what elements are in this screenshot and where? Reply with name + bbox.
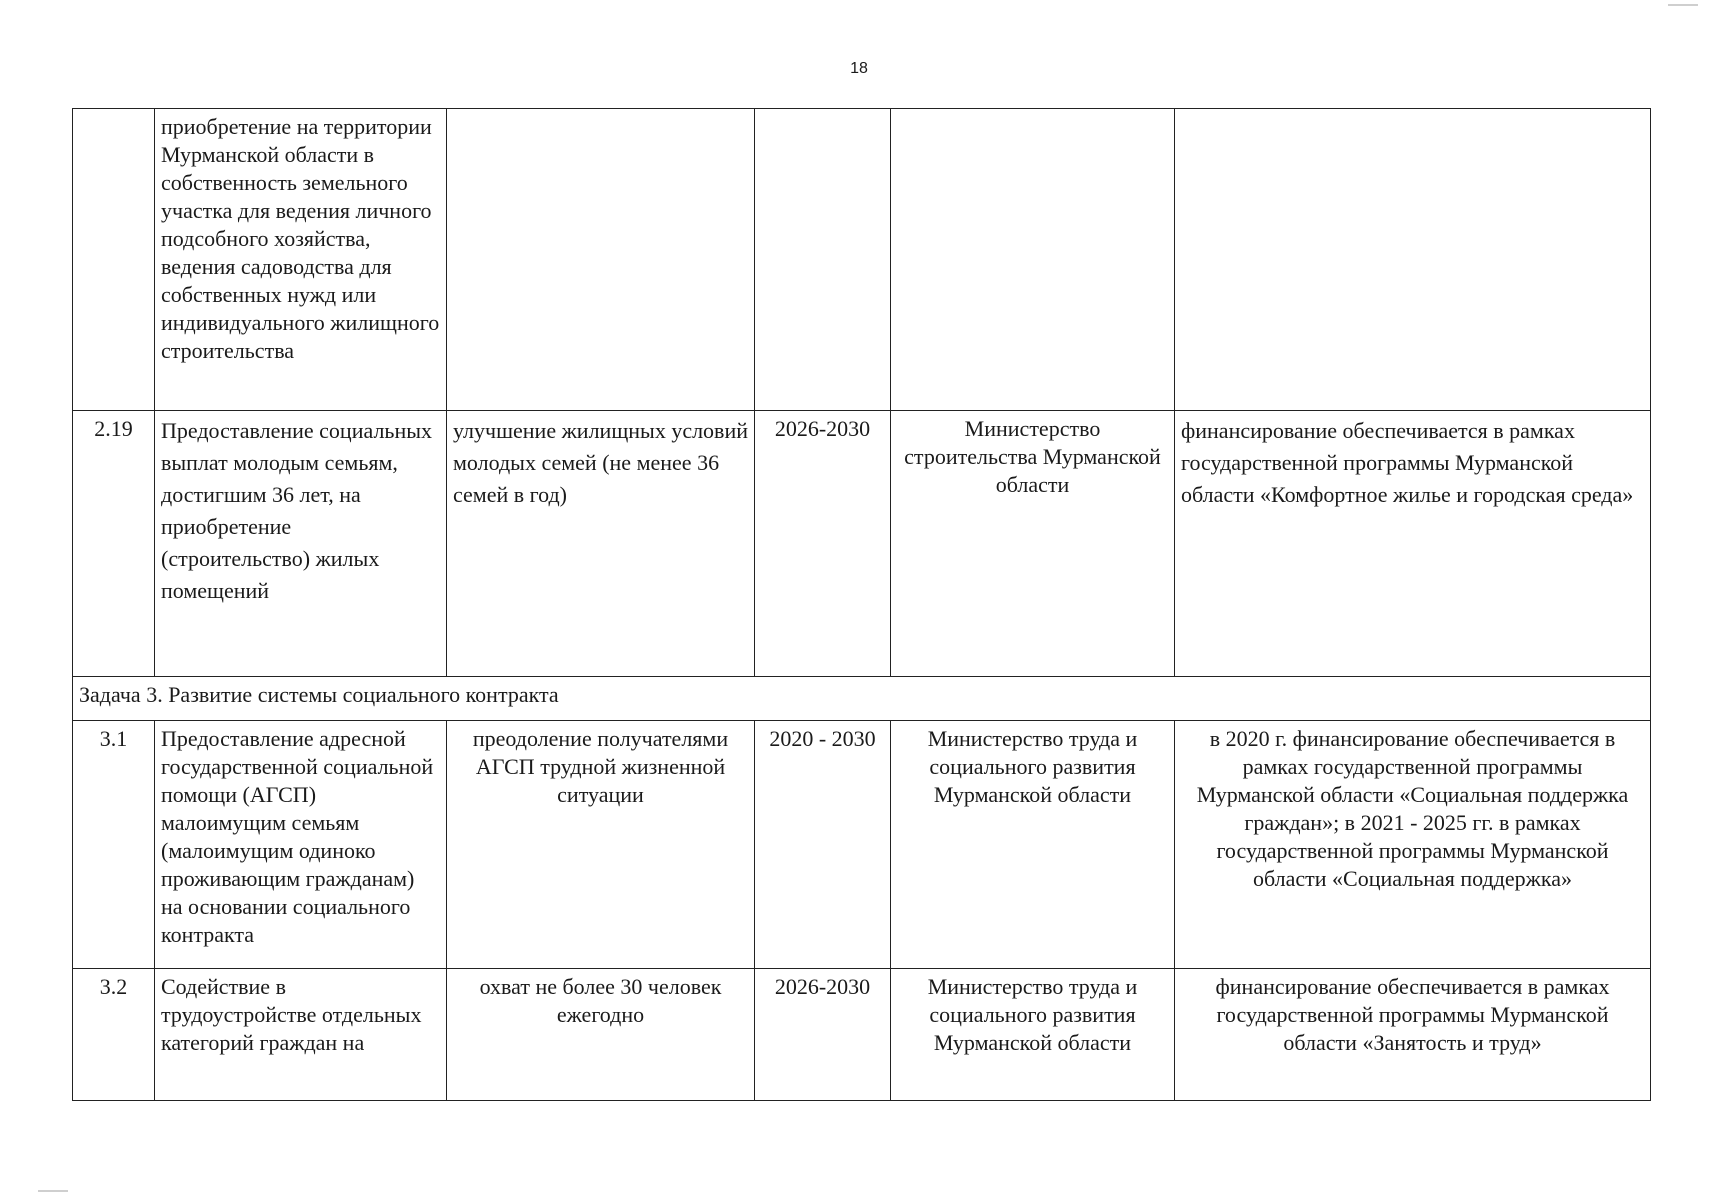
task-title: Задача 3. Развитие системы социального контракта — [73, 677, 1651, 721]
row-number — [73, 109, 155, 411]
result-cell: преодоление получателями АГСП трудной жизненной ситуации — [447, 721, 755, 969]
measure-cell: Содействие в трудоустройстве отдельных категорий граждан на — [155, 969, 447, 1101]
table-row — [73, 109, 1651, 411]
measure-cell: приобретение на территории Мурманской области в собственность земельного участка для ведения личного подсобного хозяйства, ведения садоводства для собственных нужд или индивидуального жилищного строительства — [155, 109, 447, 411]
measure-cell: Предоставление социальных выплат молодым семьям, достигшим 36 лет, на приобретение (строительство) жилых помещений — [155, 411, 447, 677]
executor-cell — [891, 109, 1175, 411]
table-row — [73, 969, 1651, 1101]
executor-cell: Министерство труда и социального развития Мурманской области — [891, 969, 1175, 1101]
row-number: 3.2 — [73, 969, 155, 1101]
financing-cell — [1175, 109, 1651, 411]
period-cell — [755, 109, 891, 411]
measure-cell: Предоставление адресной государственной социальной помощи (АГСП) малоимущим семьям (малоимущим одиноко проживающим гражданам) на основании социального контракта — [155, 721, 447, 969]
table-row — [73, 721, 1651, 969]
task-row — [73, 677, 1651, 721]
table-row — [73, 411, 1651, 677]
executor-cell: Министерство труда и социального развития Мурманской области — [891, 721, 1175, 969]
period-cell: 2020 - 2030 — [755, 721, 891, 969]
scan-artifact — [38, 1190, 68, 1192]
result-cell — [447, 109, 755, 411]
financing-cell: в 2020 г. финансирование обеспечивается в рамках государственной программы Мурманской области «Социальная поддержка граждан»; в 2021 - 2025 гг. в рамках государственной программы Мурманской области «Социальная поддержка» — [1175, 721, 1651, 969]
result-cell: охват не более 30 человек ежегодно — [447, 969, 755, 1101]
period-cell: 2026-2030 — [755, 969, 891, 1101]
row-number: 3.1 — [73, 721, 155, 969]
page-number: 18 — [850, 60, 868, 77]
result-cell: улучшение жилищных условий молодых семей (не менее 36 семей в год) — [447, 411, 755, 677]
row-number: 2.19 — [73, 411, 155, 677]
financing-cell: финансирование обеспечивается в рамках государственной программы Мурманской области «Комфортное жилье и городская среда» — [1175, 411, 1651, 677]
measures-table — [72, 108, 1651, 1101]
financing-cell: финансирование обеспечивается в рамках государственной программы Мурманской области «Занятость и труд» — [1175, 969, 1651, 1101]
executor-cell: Министерство строительства Мурманской области — [891, 411, 1175, 677]
period-cell: 2026-2030 — [755, 411, 891, 677]
scan-artifact — [1668, 4, 1698, 6]
